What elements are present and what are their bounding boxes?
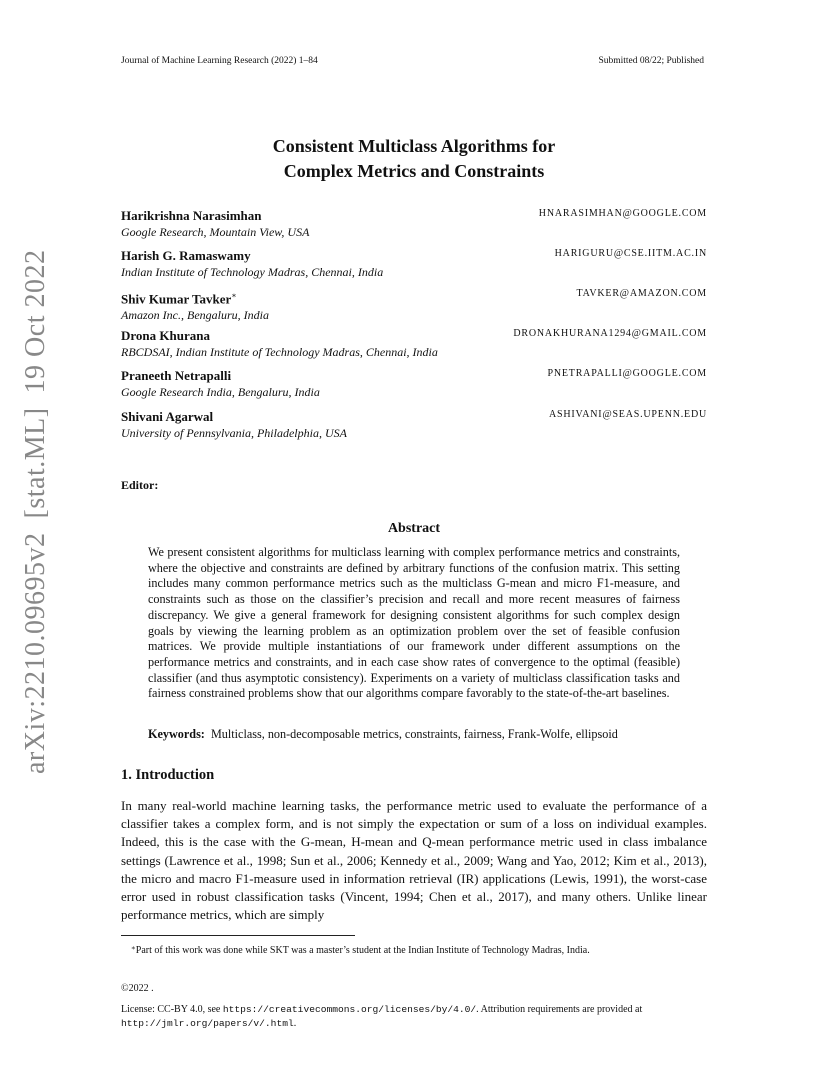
introduction-text: In many real-world machine learning tasks, the performance metric used to evaluate the performance of a classifier takes a complex form, and is not simply the expectation or sum of a loss on individual examples. Indeed, this is the case with the G-mean, H-mean and Q-mean performance metric used in class imbalance settings (Lawrence et al., 1998; Sun et al., 2006; Kennedy et al., 2009; Wang and Yao, 2012; Kim et al., 2013), the micro and macro F1-measure used in information retrieval (IR) applications (Lewis, 1991), the worst-case error used in robust classification tasks (Vincent, 1994; Chen et al., 2017), and many others. Unlike linear performance metrics, which are simply xyxy=(121,798,707,923)
author-affiliation: Indian Institute of Technology Madras, Chennai, India xyxy=(121,265,384,279)
author-entry xyxy=(121,327,707,360)
author-entry xyxy=(121,287,707,323)
editor-label: Editor: xyxy=(121,478,159,492)
jmlr-url-link[interactable]: http://jmlr.org/papers/v/.html xyxy=(121,1018,294,1029)
arxiv-category: [stat.ML] xyxy=(20,407,51,519)
arxiv-id: arXiv:2210.09695v2 xyxy=(20,532,51,774)
author-email: PNETRAPALLI@GOOGLE.COM xyxy=(547,368,707,379)
author-affiliation: Amazon Inc., Bengaluru, India xyxy=(121,308,269,323)
author-affiliation: RBCDSAI, Indian Institute of Technology Madras, Chennai, India xyxy=(121,345,438,359)
paper-title xyxy=(0,134,828,184)
author-entry xyxy=(121,207,707,240)
author-name: Harikrishna Narasimhan xyxy=(121,208,262,223)
author-name: Shivani Agarwal xyxy=(121,409,214,424)
license-suffix: . xyxy=(293,1018,297,1029)
license-url-link[interactable]: https://creativecommons.org/licenses/by/4.0/ xyxy=(222,1004,477,1015)
author-affiliation: University of Pennsylvania, Philadelphia, USA xyxy=(121,426,347,440)
running-header-submitted: Submitted 08/22; Published xyxy=(598,56,704,66)
running-header-journal: Journal of Machine Learning Research (2022) 1–84 xyxy=(121,56,318,66)
footnote-divider xyxy=(121,935,355,936)
keywords xyxy=(148,727,708,742)
author-email: DRONAKHURANA1294@GMAIL.COM xyxy=(513,328,707,339)
license-notice xyxy=(121,1003,711,1031)
keywords-text: Multiclass, non-decomposable metrics, constraints, fairness, Frank-Wolfe, ellipsoid xyxy=(210,727,618,741)
author-entry xyxy=(121,367,707,400)
author-affiliation: Google Research, Mountain View, USA xyxy=(121,225,310,239)
author-email: HNARASIMHAN@GOOGLE.COM xyxy=(538,208,707,219)
author-name: Harish G. Ramaswamy xyxy=(121,248,251,263)
abstract-heading: Abstract xyxy=(387,521,441,536)
author-email: TAVKER@AMAZON.COM xyxy=(576,288,707,299)
arxiv-sidebar-stamp xyxy=(20,250,52,775)
author-name: Praneeth Netrapalli xyxy=(121,368,232,383)
paper-title-line-2: Complex Metrics and Constraints xyxy=(283,161,545,181)
abstract-text: We present consistent algorithms for multiclass learning with complex performance metrics and constraints, where the objective and constraints are defined by arbitrary functions of the confusion matrix. This setting includes many common performance metrics such as the multiclass G-mean and micro F1-measure, and constraints such as those on the classifier’s precision and recall and more recent measures of fairness discrepancy. We give a general framework for designing consistent algorithms for such complex design goals by viewing the learning problem as an optimization problem over the set of feasible confusion matrices. We provide multiple instantiations of our framework under different assumptions on the performance metrics and constraints, and in each case show rates of convergence to the optimal (feasible) classifier (and thus asymptotic consistency). Experiments on a variety of multiclass classification tasks and fairness constrained problems show that our algorithms compare favorably to the state-of-the-art baselines. xyxy=(148,545,680,701)
footnote-text: Part of this work was done while SKT was a master’s student at the Indian Institute of Technology Madras, India. xyxy=(135,945,590,956)
section-heading-introduction: 1. Introduction xyxy=(121,767,215,783)
author-entry xyxy=(121,247,707,280)
license-prefix: License: CC-BY 4.0, see xyxy=(121,1004,223,1015)
author-name: Drona Khurana xyxy=(121,328,210,343)
author-entry xyxy=(121,408,707,441)
arxiv-date: 19 Oct 2022 xyxy=(20,249,51,394)
paper-title-line-1: Consistent Multiclass Algorithms for xyxy=(272,136,556,156)
copyright-notice: ©2022 . xyxy=(121,983,154,994)
keywords-label: Keywords: xyxy=(148,727,205,741)
license-middle: . Attribution requirements are provided at xyxy=(476,1004,643,1015)
author-affiliation: Google Research India, Bengaluru, India xyxy=(121,385,320,399)
author-email: HARIGURU@CSE.IITM.AC.IN xyxy=(554,248,707,259)
author-name-text: Shiv Kumar Tavker xyxy=(121,291,232,307)
footnote-mark: ∗ xyxy=(231,291,237,300)
author-email: ASHIVANI@SEAS.UPENN.EDU xyxy=(549,409,707,420)
footnote xyxy=(121,941,707,958)
footnote-mark: ∗ xyxy=(131,944,136,952)
